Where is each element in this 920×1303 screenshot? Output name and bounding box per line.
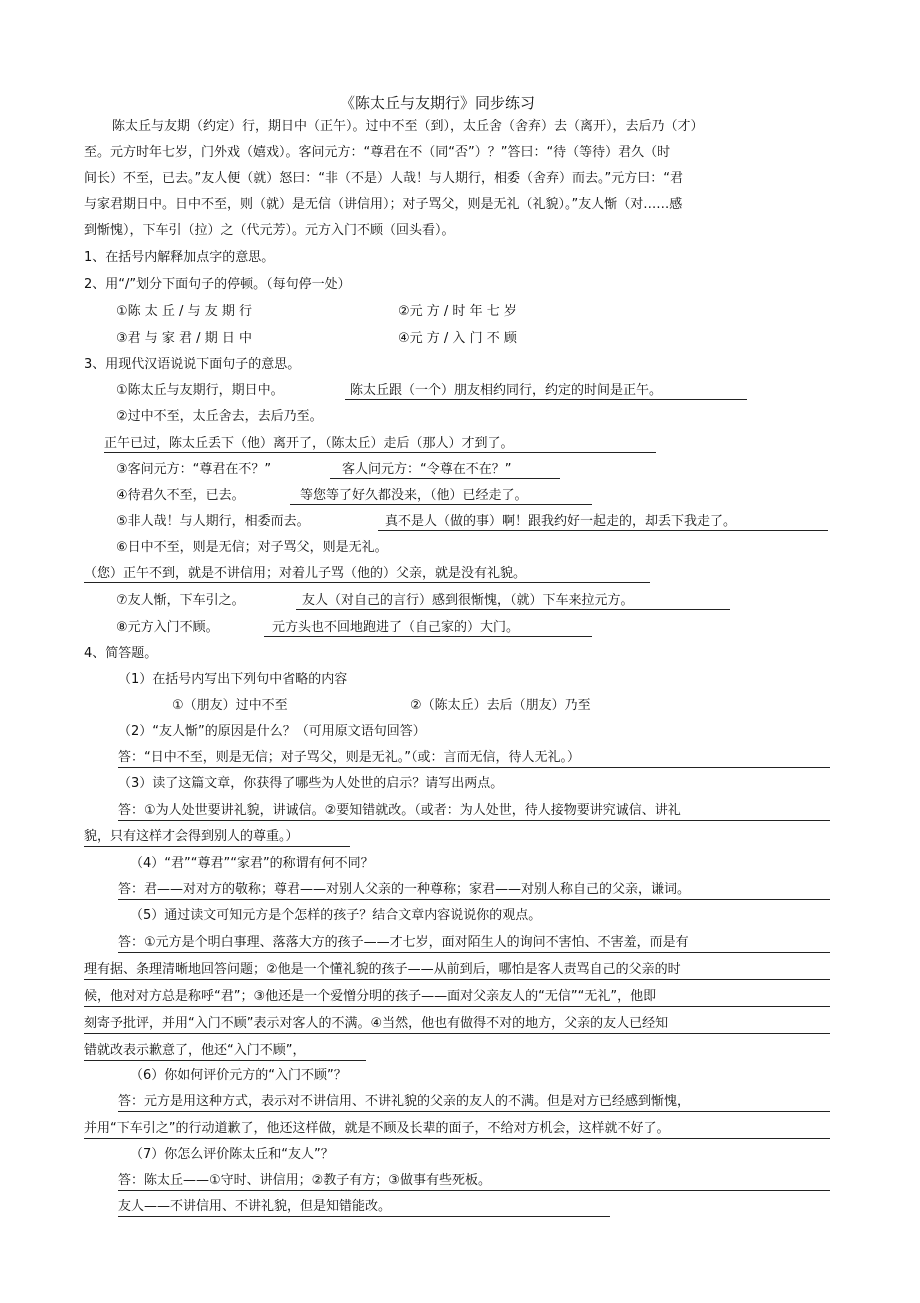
q3-4-answer: 等您等了好久都没来，（他）已经走了。 [300,488,528,503]
q4-2: （2）“友人惭”的原因是什么？（可用原文语句回答） [118,724,426,739]
answer-underline [264,636,592,637]
q4-4-answer: 答：君——对对方的敬称；尊君——对别人父亲的一种尊称；家君——对别人称自己的父亲，谦词。 [118,881,830,900]
q4-3-answer-line-2: 貌，只有这样才会得到别人的尊重。） [84,828,350,847]
question-2: 2、用“/”划分下面句子的停顿。（每句停一处） [84,277,351,292]
page-title: 《陈太丘与友期行》同步练习 [340,94,536,112]
answer-underline [345,399,747,400]
answer-underline [330,478,560,479]
answer-underline [296,609,730,610]
q4-2-answer: 答：“日中不至，则是无信；对子骂父，则是无礼。”（或：言而无信，待人无礼。） [118,749,830,768]
q3-7-answer: 友人（对自己的言行）感到很惭愧，（就）下车来拉元方。 [302,593,634,608]
q4-5-answer-line-4: 刻寄予批评，并用“入门不顾”表示对客人的不满。④当然，他也有做得不对的地方，父亲的友人已经知 [84,1015,830,1034]
q3-1-answer: 陈太丘跟（一个）朋友相约同行，约定的时间是正午。 [350,383,663,398]
q4-5-answer-line-1: 答：①元方是个明白事理、落落大方的孩子——才七岁，面对陌生人的询问不害怕、不害羞，而是有 [118,934,830,953]
q3-6-answer: （您）正午不到，就是不讲信用；对着儿子骂（他的）父亲，就是没有礼貌。 [84,566,527,581]
q2-item-2: ②元 方 / 时 年 七 岁 [398,304,517,319]
q4-6: （6）你如何评价元方的“入门不顾”？ [130,1068,347,1083]
q4-5-answer-line-3: 候，他对对方总是称呼“君”；③他还是一个爱憎分明的孩子——面对父亲友人的“无信”“无礼”，他即 [84,988,830,1007]
q3-5-answer: 真不是人（做的事）啊！跟我约好一起走的，却丢下我走了。 [385,514,737,529]
q2-item-1: ①陈 太 丘 / 与 友 期 行 [116,304,252,319]
q3-2-question: ②过中不至，太丘舍去，去后乃至。 [116,409,323,424]
q3-6-question: ⑥日中不至，则是无信；对子骂父，则是无礼。 [116,540,388,555]
q4-7-answer-line-1: 答：陈太丘——①守时、讲信用；②教子有方；③做事有些死板。 [118,1172,830,1191]
q4-4: （4）“君”“尊君”“家君”的称谓有何不同？ [130,856,374,871]
q4-5: （5）通过读文可知元方是个怎样的孩子？结合文章内容说说你的观点。 [130,908,542,923]
q4-7-answer-line-2: 友人——不讲信用、不讲礼貌，但是知错能改。 [118,1198,610,1217]
q3-4-question: ④待君久不至，已去。 [116,488,245,503]
q3-1-question: ①陈太丘与友期行，期日中。 [116,383,284,398]
q3-8-question: ⑧元方入门不顾。 [116,620,219,635]
q4-1-answer-a: ①（朋友）过中不至 [172,698,288,713]
q3-3-question: ③客问元方：“尊君在不？” [116,462,272,477]
q3-5-question: ⑤非人哉！与人期行，相委而去。 [116,514,310,529]
q3-8-answer: 元方头也不回地跑进了（自己家的）大门。 [272,620,520,635]
answer-underline [290,504,592,505]
q2-item-4: ④元 方 / 入 门 不 顾 [398,331,517,346]
q4-3-answer-line-1: 答：①为人处世要讲礼貌，讲诚信。②要知错就改。（或者：为人处世，待人接物要讲究诚信、讲礼 [118,802,830,821]
answer-underline [84,582,650,583]
q4-6-answer-line-1: 答：元方是用这种方式，表示对不讲信用、不讲礼貌的父亲的友人的不满。但是对方已经感到惭愧， [118,1093,830,1112]
q4-1-answer-b: ②（陈太丘）去后（朋友）乃至 [410,698,591,713]
passage-line-5: 到惭愧），下车引（拉）之（代元芳）。元方入门不顾（回头看）。 [84,223,455,238]
passage-line-3: 间长）不至，已去。”友人便（就）怒曰：“非（不是）人哉！与人期行，相委（舍弃）而去。”元方曰：“君 [84,171,683,186]
q4-6-answer-line-2: 并用“下车引之”的行动道歉了，他还这样做，就是不顾及长辈的面子，不给对方机会，这样就不好了。 [84,1120,830,1139]
q4-5-answer-line-5: 错就改表示歉意了，他还“入门不顾”， [84,1042,366,1061]
question-1: 1、在括号内解释加点字的意思。 [84,250,275,265]
q2-item-3: ③君 与 家 君 / 期 日 中 [116,331,252,346]
q3-7-question: ⑦友人惭，下车引之。 [116,593,245,608]
q4-1: （1）在括号内写出下列句中省略的内容 [118,672,348,687]
passage-line-1: 陈太丘与友期（约定）行，期日中（正午）。过中不至（到），太丘舍（舍弃）去（离开），去后乃（才） [112,119,704,134]
passage-line-4: 与家君期日中。日中不至，则（就）是无信（讲信用）；对子骂父，则是无礼（礼貌）。”友人惭（对……感 [84,197,683,212]
question-3: 3、用现代汉语说说下面句子的意思。 [84,357,301,372]
passage-line-2: 至。元方时年七岁，门外戏（嬉戏）。客问元方：“尊君在不（同“否”）？”答曰：“待（等待）君久（时 [84,145,671,160]
q3-3-answer: 客人问元方：“令尊在不在？” [342,462,512,477]
q4-7: （7）你怎么评价陈太丘和“友人”？ [130,1147,334,1162]
answer-underline [104,452,656,453]
q4-3: （3）读了这篇文章，你获得了哪些为人处世的启示？请写出两点。 [118,776,504,791]
q4-5-answer-line-2: 理有据、条理清晰地回答问题；②他是一个懂礼貌的孩子——从前到后，哪怕是客人责骂自己的父亲的时 [84,961,830,980]
answer-underline [378,530,828,531]
q3-2-answer: 正午已过，陈太丘丢下（他）离开了，（陈太丘）走后（那人）才到了。 [104,436,514,451]
question-4: 4、简答题。 [84,646,158,661]
